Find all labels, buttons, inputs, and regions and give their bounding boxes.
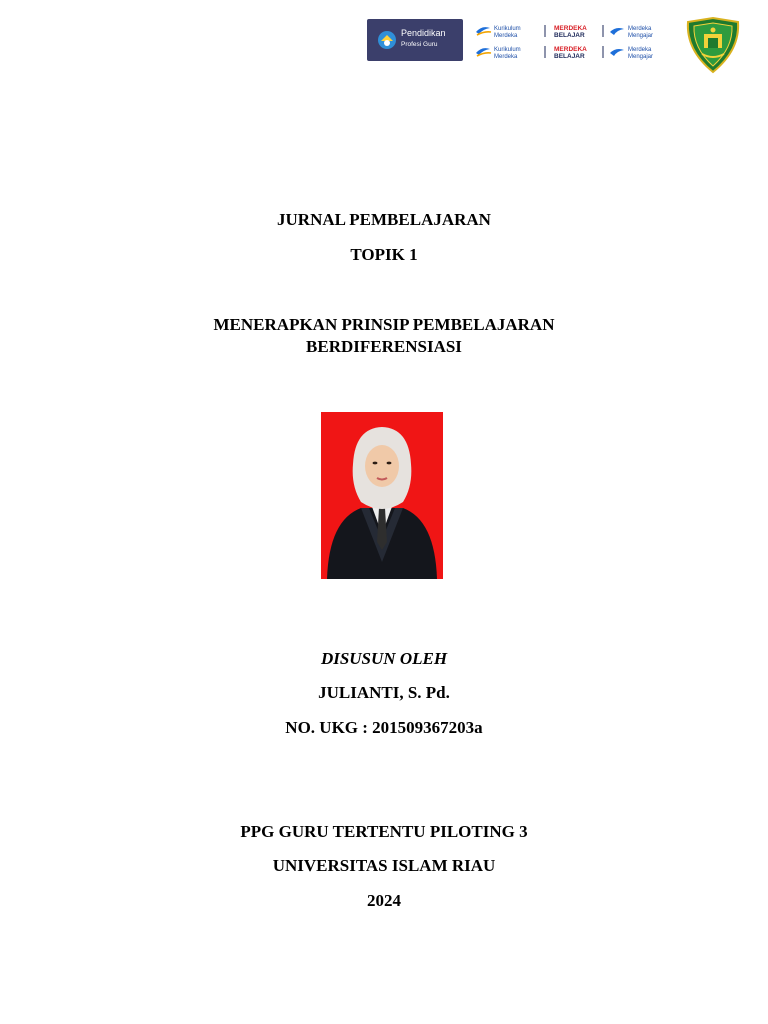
topic-label: TOPIK 1: [350, 245, 418, 264]
ppg-logo-line2: Profesi Guru: [401, 41, 438, 48]
ppg-logo-text: [401, 28, 446, 50]
merdeka-belajar-bottom: BELAJAR: [554, 32, 585, 39]
portrait-illustration: [321, 412, 443, 579]
author-photo: [321, 412, 443, 579]
kurikulum-merdeka-logo-row: [474, 44, 674, 60]
merdeka-mengajar-icon: [610, 49, 624, 56]
prepared-by-label: DISUSUN OLEH: [320, 649, 448, 668]
document-title: JURNAL PEMBELAJARAN: [277, 210, 491, 229]
merdeka-belajar-top: MERDEKA: [554, 46, 587, 53]
mengajar-label-1: Merdeka: [628, 26, 652, 32]
merdeka-belajar-top: MERDEKA: [554, 25, 587, 32]
ukg-number: NO. UKG : 201509367203a: [285, 718, 483, 737]
document-year: 2024: [367, 891, 401, 910]
tut-wuri-handayani-icon: [377, 30, 397, 50]
merdeka-label: Merdeka: [494, 33, 518, 39]
program-name: PPG GURU TERTENTU PILOTING 3: [240, 822, 528, 841]
university-name: UNIVERSITAS ISLAM RIAU: [272, 856, 496, 875]
kurikulum-merdeka-logos: [474, 23, 674, 63]
kurikulum-label: Kurikulum: [494, 47, 521, 53]
merdeka-belajar-bottom: BELAJAR: [554, 53, 585, 60]
author-name: JULIANTI, S. Pd.: [318, 683, 450, 702]
subject-line-2: BERDIFERENSIASI: [306, 337, 462, 356]
subject-line-1: MENERAPKAN PRINSIP PEMBELAJARAN: [213, 315, 555, 334]
regional-crest-icon: [682, 16, 744, 74]
header-logos: [366, 14, 746, 74]
mengajar-label-1: Merdeka: [628, 47, 652, 53]
ppg-logo-line1: Pendidikan: [401, 28, 446, 38]
mengajar-label-2: Mengajar: [628, 33, 654, 39]
ppg-logo: [367, 19, 463, 61]
merdeka-mengajar-icon: [610, 28, 624, 35]
kurikulum-label: Kurikulum: [494, 26, 521, 32]
mengajar-label-2: Mengajar: [628, 54, 654, 60]
kurikulum-merdeka-logo-row: [474, 23, 674, 39]
merdeka-label: Merdeka: [494, 54, 518, 60]
